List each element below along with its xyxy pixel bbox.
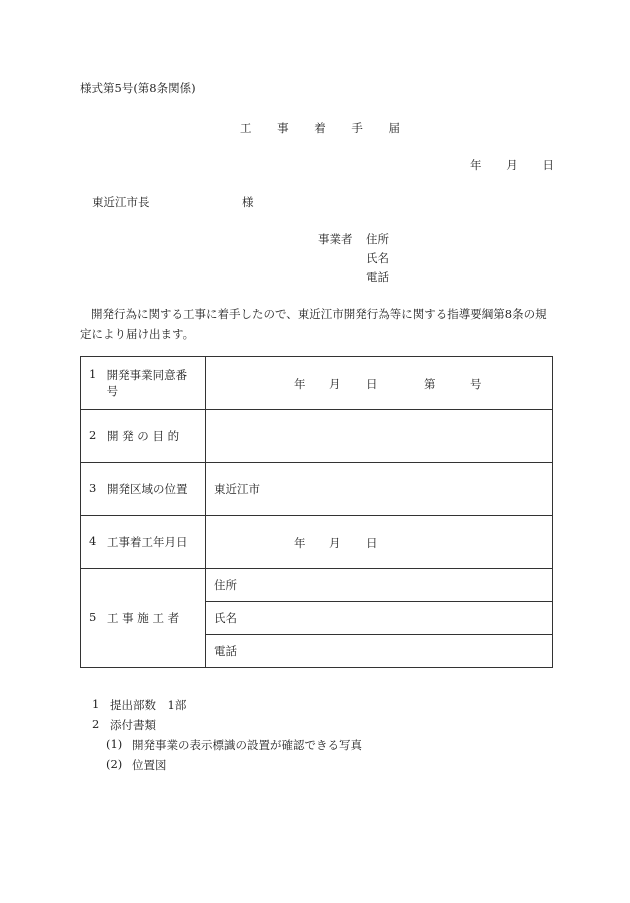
- applicant-phone-label: 電話: [366, 270, 389, 284]
- contractor-name-cell[interactable]: [206, 602, 553, 635]
- body-text: 開発行為に関する工事に着手したので、東近江市開発行為等に関する指導要綱第8条の規定により届け出ます。: [80, 307, 547, 341]
- start-date-cell[interactable]: [206, 516, 553, 569]
- applicant-address-label: 住所: [366, 232, 389, 246]
- table-row: [81, 463, 553, 516]
- start-month-label: 月: [329, 536, 341, 550]
- table-row: [81, 516, 553, 569]
- start-day-label: 日: [366, 536, 378, 550]
- row-number: 3: [89, 481, 97, 495]
- row-label: [81, 410, 206, 463]
- contractor-phone-label: 電話: [214, 644, 237, 658]
- row-label: [81, 516, 206, 569]
- consent-number-cell[interactable]: [206, 357, 553, 410]
- consent-dai-label: 第: [424, 377, 436, 391]
- applicant-name-label: 氏名: [366, 251, 389, 265]
- note-sub-text: 位置図: [132, 758, 167, 772]
- note-number: 2: [92, 717, 100, 731]
- title-char: 事: [277, 121, 289, 135]
- note-sub-number: (1): [106, 737, 123, 751]
- row-label-text: 開発事業同意番号: [106, 368, 188, 398]
- contractor-address-cell[interactable]: [206, 569, 553, 602]
- title-char: 工: [240, 121, 252, 135]
- start-year-label: 年: [294, 536, 306, 550]
- purpose-cell[interactable]: [206, 410, 553, 463]
- date-day-label: 日: [542, 158, 554, 172]
- consent-day-label: 日: [366, 377, 378, 391]
- row-label: [81, 569, 206, 668]
- consent-month-label: 月: [329, 377, 341, 391]
- row-label: [81, 357, 206, 410]
- location-cell[interactable]: [206, 463, 553, 516]
- table-row: [81, 357, 553, 410]
- note-sub-number: (2): [106, 757, 123, 771]
- note-sub-text: 開発事業の表示標識の設置が確認できる写真: [132, 738, 362, 752]
- contractor-address-label: 住所: [214, 578, 237, 592]
- application-table: [80, 356, 553, 668]
- row-label: [81, 463, 206, 516]
- row-label-text: 開 発 の 目 的: [107, 429, 180, 443]
- location-value: 東近江市: [214, 482, 260, 496]
- row-label-text: 工 事 施 工 者: [107, 611, 180, 625]
- note-item: [92, 697, 186, 713]
- title-char: 手: [351, 121, 363, 135]
- consent-go-label: 号: [470, 377, 482, 391]
- row-number: 4: [89, 534, 97, 548]
- consent-year-label: 年: [294, 377, 306, 391]
- title-char: 届: [388, 121, 400, 135]
- note-item: [92, 717, 156, 733]
- date-month-label: 月: [506, 158, 518, 172]
- applicant-block: [318, 231, 389, 288]
- document-title: [240, 120, 400, 136]
- row-number: 2: [89, 428, 97, 442]
- note-number: 1: [92, 697, 100, 711]
- row-number: 5: [89, 610, 97, 624]
- contractor-phone-cell[interactable]: [206, 635, 553, 668]
- row-label-text: 工事着工年月日: [107, 535, 188, 549]
- note-sub-item: [106, 737, 362, 753]
- addressee: 東近江市長: [92, 195, 150, 209]
- note-sub-item: [106, 757, 167, 773]
- date-year-label: 年: [470, 158, 482, 172]
- applicant-role: 事業者: [318, 232, 353, 246]
- table-row: [81, 569, 553, 602]
- submission-date: [470, 157, 554, 173]
- note-text: 提出部数 1部: [110, 698, 187, 712]
- note-text: 添付書類: [110, 718, 156, 732]
- row-label-text: 開発区域の位置: [107, 482, 188, 496]
- form-number: 様式第5号(第8条関係): [80, 81, 196, 95]
- contractor-name-label: 氏名: [214, 611, 237, 625]
- table-row: [81, 410, 553, 463]
- row-number: 1: [89, 367, 97, 381]
- honorific: 様: [242, 195, 254, 209]
- title-char: 着: [314, 121, 326, 135]
